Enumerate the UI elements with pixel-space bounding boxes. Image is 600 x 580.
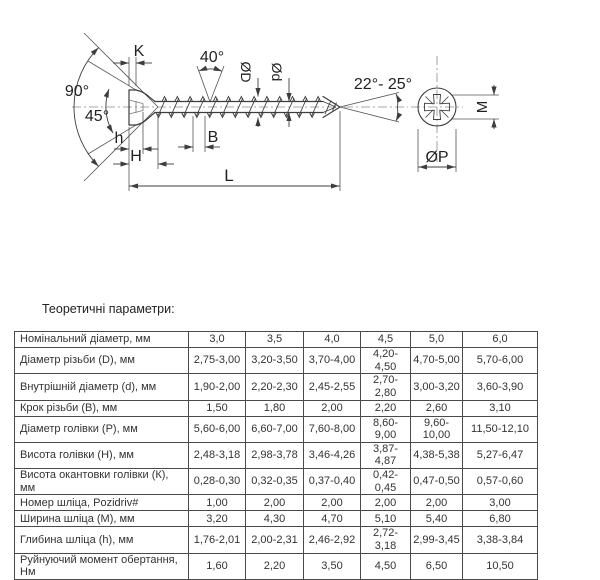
param-value: 4,70-5,00 <box>411 348 463 374</box>
label-h-small: h <box>114 130 124 147</box>
param-value: 2,00 <box>361 495 411 511</box>
param-value: 0,57-0,60 <box>463 469 538 495</box>
param-label: Номінальний діаметр, мм <box>15 332 189 348</box>
param-value: 6,80 <box>463 511 538 527</box>
param-label: Висота окантовки голівки (К), мм <box>15 469 189 495</box>
label-b: B <box>207 129 219 146</box>
param-value: 3,20 <box>189 511 246 527</box>
param-label: Ширина шліца (М), мм <box>15 511 189 527</box>
table-row <box>15 511 538 527</box>
label-45deg: 45° <box>84 108 110 125</box>
param-value: 4,70 <box>304 511 361 527</box>
param-value: 3,10 <box>463 400 538 416</box>
param-label: Крок різьби (В), мм <box>15 400 189 416</box>
param-value: 2,46-2,92 <box>304 527 361 553</box>
param-value: 2,99-3,45 <box>411 527 463 553</box>
param-value: 1,50 <box>189 400 246 416</box>
param-label: Внутрішній діаметр (d), мм <box>15 374 189 400</box>
table-row <box>15 400 538 416</box>
param-value: 2,72-3,18 <box>361 527 411 553</box>
parameters-table <box>14 331 538 580</box>
param-value: 5,60-6,00 <box>189 416 246 442</box>
param-value: 2,60 <box>411 400 463 416</box>
label-k: K <box>133 43 145 60</box>
param-value: 2,98-3,78 <box>246 442 304 468</box>
param-value: 6,60-7,00 <box>246 416 304 442</box>
table-row <box>15 416 538 442</box>
label-tip-angle: 22°- 25° <box>353 76 413 93</box>
label-90deg: 90° <box>64 83 90 100</box>
param-value: 3,50 <box>304 553 361 579</box>
param-value: 2,00 <box>304 495 361 511</box>
param-label: Діаметр голівки (Р), мм <box>15 416 189 442</box>
label-head-diameter: ØP <box>425 149 449 166</box>
param-value: 10,50 <box>463 553 538 579</box>
table-row <box>15 553 538 579</box>
table-row <box>15 527 538 553</box>
label-thread-inner-diameter: Ød <box>269 62 285 82</box>
screw-outline <box>129 90 340 125</box>
param-value: 7,60-8,00 <box>304 416 361 442</box>
param-value: 3,5 <box>246 332 304 348</box>
param-value: 3,60-3,90 <box>463 374 538 400</box>
param-value: 4,5 <box>361 332 411 348</box>
param-value: 3,00-3,20 <box>411 374 463 400</box>
param-label: Глибина шліца (h), мм <box>15 527 189 553</box>
param-value: 4,38-5,38 <box>411 442 463 468</box>
table-row <box>15 348 538 374</box>
param-value: 2,75-3,00 <box>189 348 246 374</box>
param-value: 5,27-6,47 <box>463 442 538 468</box>
param-value: 3,87-4,87 <box>361 442 411 468</box>
param-value: 8,60-9,00 <box>361 416 411 442</box>
param-value: 5,0 <box>411 332 463 348</box>
param-value: 4,30 <box>246 511 304 527</box>
param-value: 6,50 <box>411 553 463 579</box>
param-value: 2,20-2,30 <box>246 374 304 400</box>
param-value: 3,20-3,50 <box>246 348 304 374</box>
centerlines <box>72 56 463 162</box>
param-label: Руйнуючий момент обертання, Нм <box>15 553 189 579</box>
param-value: 0,28-0,30 <box>189 469 246 495</box>
label-thread-outer-diameter: ØD <box>238 61 254 83</box>
table-row <box>15 374 538 400</box>
param-value: 2,00 <box>246 495 304 511</box>
param-label: Висота голівки (Н), мм <box>15 442 189 468</box>
param-label: Номер шліца, Pozidriv# <box>15 495 189 511</box>
table-row <box>15 332 538 348</box>
label-l: L <box>224 166 234 185</box>
table-row <box>15 495 538 511</box>
param-value: 2,20 <box>246 553 304 579</box>
param-value: 2,00 <box>411 495 463 511</box>
label-m: M <box>474 100 491 114</box>
param-value: 2,48-3,18 <box>189 442 246 468</box>
param-value: 3,00 <box>463 495 538 511</box>
param-value: 3,0 <box>189 332 246 348</box>
param-value: 3,70-4,00 <box>304 348 361 374</box>
label-h-big: H <box>130 148 142 165</box>
param-value: 11,50-12,10 <box>463 416 538 442</box>
param-value: 3,38-3,84 <box>463 527 538 553</box>
param-value: 0,47-0,50 <box>411 469 463 495</box>
param-value: 2,00-2,31 <box>246 527 304 553</box>
param-value: 0,37-0,40 <box>304 469 361 495</box>
table-row <box>15 442 538 468</box>
param-value: 1,00 <box>189 495 246 511</box>
param-value: 4,50 <box>361 553 411 579</box>
param-value: 4,0 <box>304 332 361 348</box>
table-title: Теоретичні параметри: <box>42 302 175 316</box>
param-value: 4,20-4,50 <box>361 348 411 374</box>
param-value: 1,60 <box>189 553 246 579</box>
param-value: 2,45-2,55 <box>304 374 361 400</box>
param-value: 5,10 <box>361 511 411 527</box>
param-value: 1,80 <box>246 400 304 416</box>
param-value: 3,46-4,26 <box>304 442 361 468</box>
param-value: 2,20 <box>361 400 411 416</box>
param-value: 0,42-0,45 <box>361 469 411 495</box>
param-label: Діаметр різьби (D), мм <box>15 348 189 374</box>
label-40deg: 40° <box>199 49 225 66</box>
param-value: 5,40 <box>411 511 463 527</box>
param-value: 2,00 <box>304 400 361 416</box>
param-value: 0,32-0,35 <box>246 469 304 495</box>
param-value: 1,90-2,00 <box>189 374 246 400</box>
param-value: 6,0 <box>463 332 538 348</box>
param-value: 9,60-10,00 <box>411 416 463 442</box>
table-row <box>15 469 538 495</box>
param-value: 5,70-6,00 <box>463 348 538 374</box>
param-value: 1,76-2,01 <box>189 527 246 553</box>
param-value: 2,70-2,80 <box>361 374 411 400</box>
